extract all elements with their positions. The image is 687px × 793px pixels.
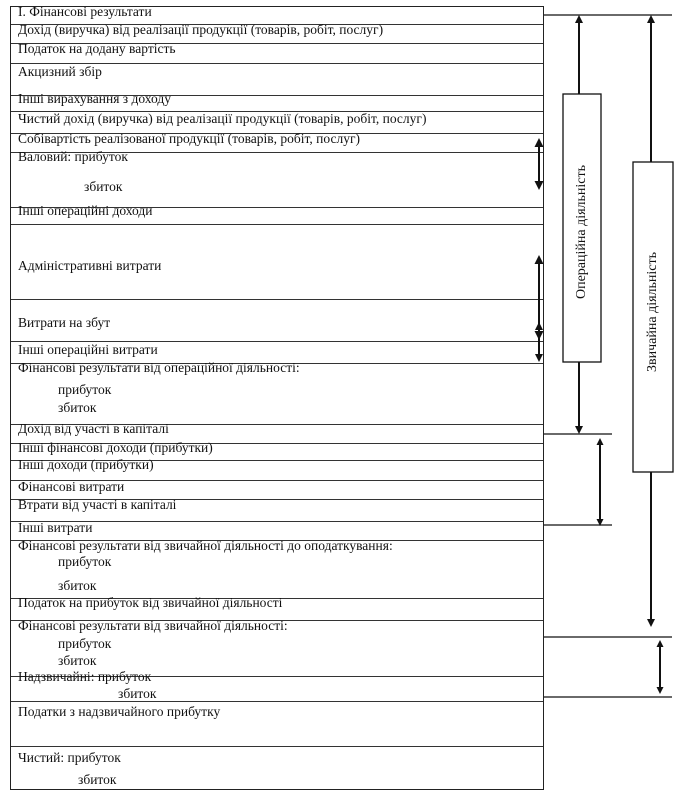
row-text: Інші доходи (прибутки): [18, 457, 154, 472]
row-text: Фінансові результати від звичайної діяльності до оподаткування:: [18, 538, 393, 553]
row-text: Інші витрати: [18, 520, 93, 535]
row-text: Валовий: прибуток: [18, 149, 128, 164]
row-text: Надзвичайні: прибуток: [18, 669, 152, 684]
row-text: Інші операційні витрати: [18, 342, 158, 357]
row-text: збиток: [58, 578, 97, 593]
row-text: Акцизний збір: [18, 64, 102, 79]
arrow-admin-sales-head-up: [535, 255, 544, 264]
arrow-extraordinary-head-up: [657, 640, 664, 647]
operating-activity-label: Операційна діяльність: [574, 164, 589, 300]
row-text: Втрати від участі в капіталі: [18, 497, 177, 512]
row-text: прибуток: [58, 554, 112, 569]
row-text: І. Фінансові результати: [18, 4, 152, 19]
arrow-sales-other-head-up: [535, 322, 543, 330]
row-text: Чистий дохід (виручка) від реалізації продукції (товарів, робіт, послуг): [18, 111, 427, 126]
row-text: Податок на додану вартість: [18, 41, 176, 56]
arrow-extraordinary-head-down: [657, 687, 664, 694]
row-text: Податок на прибуток від звичайної діяльності: [18, 595, 283, 610]
arrow-operating-head-up: [575, 15, 583, 23]
row-text: прибуток: [58, 382, 112, 397]
arrow-ordinary-head-down: [647, 619, 655, 627]
row-text: Витрати на збут: [18, 315, 111, 330]
arrow-cost-gross-head-up: [535, 138, 544, 147]
row-text: Фінансові витрати: [18, 479, 125, 494]
ordinary-activity-label: Звичайна діяльність: [645, 252, 660, 372]
row-text: Інші операційні доходи: [18, 203, 153, 218]
arrow-sales-other-head-down: [535, 354, 543, 362]
row-text: збиток: [78, 772, 117, 787]
row-text: Інші вирахування з доходу: [18, 91, 171, 106]
row-text: Чистий: прибуток: [18, 750, 121, 765]
row-text: Фінансові результати від операційної діяльності:: [18, 360, 300, 375]
row-text: Фінансові результати від звичайної діяльності:: [18, 618, 288, 633]
row-text: Собівартість реалізованої продукції (товарів, робіт, послуг): [18, 131, 360, 146]
arrow-operating-head-down: [575, 426, 583, 434]
row-text: збиток: [58, 400, 97, 415]
arrow-ordinary-head-up: [647, 15, 655, 23]
arrow-financial-head-up: [597, 438, 604, 445]
row-text: Дохід від участі в капіталі: [18, 421, 169, 436]
row-text: Податки з надзвичайного прибутку: [18, 704, 221, 719]
row-text: Інші фінансові доходи (прибутки): [18, 440, 213, 455]
row-text: Дохід (виручка) від реалізації продукції (товарів, робіт, послуг): [18, 22, 384, 37]
row-text: збиток: [58, 653, 97, 668]
row-text: прибуток: [58, 636, 112, 651]
row-text: збиток: [84, 179, 123, 194]
row-text: Адміністративні витрати: [18, 258, 162, 273]
arrow-cost-gross-head-down: [535, 181, 544, 190]
row-text: збиток: [118, 686, 157, 701]
